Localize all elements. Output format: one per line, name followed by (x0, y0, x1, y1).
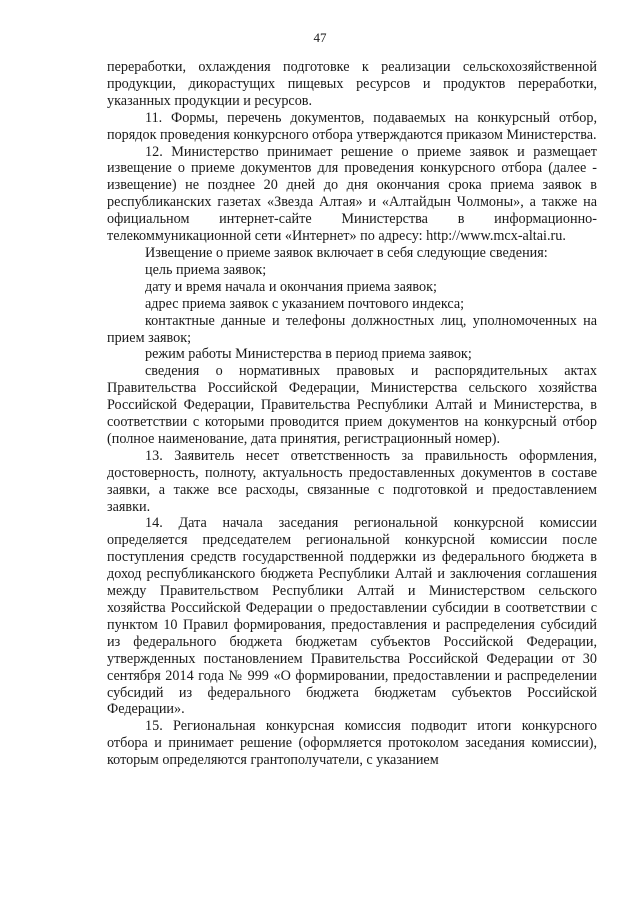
paragraph-item-12: 12. Министерство принимает решение о приеме заявок и размещает извещение о приеме документов для проведения конкурсного отбора (далее - извещение) не позднее 20 дней до дня окончания срока приема заявок в республиканских газетах «Звезда Алтая» и «Алтайдын Чолмоны», а также на официальном интернет-сайте Министерства в информационно-телекоммуникационной сети «Интернет» по адресу: http://www.mcx-altai.ru. (107, 143, 597, 245)
list-item-purpose: цель приема заявок; (145, 261, 267, 278)
paragraph-item-14: 14. Дата начала заседания региональной конкурсной комиссии определяется председателем региональной конкурсной комиссии после поступления средств государственной поддержки из федерального бюджета в доход республиканского бюджета Республики Алтай и заключения соглашения между Правительством Республики Алтай и Министерством сельского хозяйства Российской Федерации о предоставлении субсидии в соответствии с пунктом 10 Правил формирования, предоставления и распределения субсидий из федерального бюджета бюджетам субъектов Российской Федерации, утвержденных постановлением Правительства Российской Федерации от 30 сентября 2014 года № 999 «О формировании, предоставлении и распределении субсидий из федерального бюджета бюджетам субъектов Российской Федерации». (107, 515, 597, 718)
list-item-schedule: режим работы Министерства в период приема заявок; (145, 346, 472, 363)
list-item-address: адрес приема заявок с указанием почтового индекса; (145, 295, 465, 312)
list-item-legal-acts: сведения о нормативных правовых и распорядительных актах Правительства Российской Федерации, Министерства сельского хозяйства Российской Федерации, Правительства Республики Алтай и Министерства, в соответствии с которыми проводится прием документов на конкурсный отбор (полное наименование, дата принятия, регистрационный номер). (107, 363, 597, 447)
list-item-contacts: контактные данные и телефоны должностных лиц, уполномоченных на прием заявок; (107, 312, 597, 346)
paragraph-item-13: 13. Заявитель несет ответственность за правильность оформления, достоверность, полноту, актуальность предоставленных документов в составе заявки, а также все расходы, связанные с подготовкой и предоставлением заявки. (107, 447, 597, 515)
document-body (107, 59, 597, 769)
page-number: 47 (313, 30, 327, 45)
list-item-dates: дату и время начала и окончания приема заявок; (145, 278, 437, 295)
paragraph-notice-intro: Извещение о приеме заявок включает в себя следующие сведения: (145, 244, 548, 261)
paragraph-item-11: 11. Формы, перечень документов, подаваемых на конкурсный отбор, порядок проведения конкурсного отбора утверждаются приказом Министерства. (107, 109, 597, 143)
paragraph-continuation: переработки, охлаждения подготовке к реализации сельскохозяйственной продукции, дикорастущих пищевых ресурсов и продуктов переработки, указанных продукции и ресурсов. (107, 59, 597, 109)
paragraph-item-15: 15. Региональная конкурсная комиссия подводит итоги конкурсного отбора и принимает решение (оформляется протоколом заседания комиссии), которым определяются грантополучатели, с указанием (107, 718, 597, 769)
